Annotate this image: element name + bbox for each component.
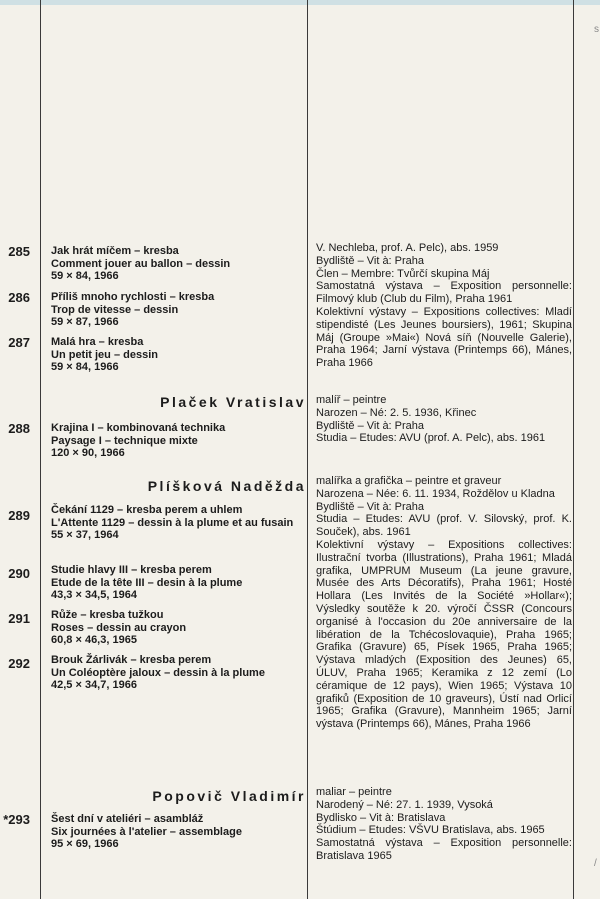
edge-mark-bottom: / [594,858,597,869]
catalogue-number: *293 [3,812,30,827]
artist-biography [316,786,572,863]
bio-line: Kolektivní výstavy – Expositions collectives: Mladí stipendisté (Les Jeunes boursiers), 1961; Skupina Máj (Groupe »Mai«) Nová síň (Nouvelle Galerie), Praha 1964; Jarní výstava (Printemps 66), Mánes, Praha 1966 [316,305,572,370]
dimensions: 59 × 84, 1966 [51,361,119,373]
column-rule-left [40,0,41,899]
title-french: Un Coléoptère jaloux – dessin à la plume [51,666,265,679]
title-czech: Krajina I – kombinovaná technika [51,422,226,434]
catalogue-entry [51,422,306,460]
artist-biography [316,242,572,370]
bio-line: Štúdium – Etudes: VŠVU Bratislava, abs. 1965 [316,824,545,837]
title-french: Un petit jeu – dessin [51,348,158,361]
title-czech: Příliš mnoho rychlosti – kresba [51,291,215,303]
bio-line: Samostatná výstava – Exposition personnelle: Bratislava 1965 [316,837,572,862]
bio-line: maliar – peintre [316,786,392,798]
title-czech: Jak hrát míčem – kresba [51,245,179,257]
catalogue-number: 288 [8,421,30,436]
dimensions: 59 × 87, 1966 [51,316,119,328]
bio-line: Bydliště – Vit à: Praha [316,500,425,513]
dimensions: 42,5 × 34,7, 1966 [51,679,137,691]
bio-line: Narodený – Né: 27. 1. 1939, Vysoká [316,798,493,811]
catalogue-number: 290 [8,566,30,581]
catalogue-entry [51,336,306,374]
bio-line: Narozen – Né: 2. 5. 1936, Křinec [316,406,477,419]
title-french: Comment jouer au ballon – dessin [51,257,231,270]
bio-line: Člen – Membre: Tvůrčí skupina Máj [316,267,490,280]
catalogue-entry [51,609,306,647]
artist-name: Popovič Vladimír [152,788,306,804]
title-czech: Růže – kresba tužkou [51,609,164,621]
catalogue-entry [51,291,306,329]
column-rule-middle [307,0,308,899]
dimensions: 43,3 × 34,5, 1964 [51,589,137,601]
bio-line: Samostatná výstava – Exposition personnelle: Filmový klub (Club du Film), Praha 1961 [316,280,572,306]
dimensions: 120 × 90, 1966 [51,447,125,459]
title-czech: Čekání 1129 – kresba perem a uhlem [51,504,243,516]
dimensions: 59 × 84, 1966 [51,270,119,282]
title-czech: Malá hra – kresba [51,336,144,348]
bio-line: Kolektivní výstavy – Expositions collectives: Ilustrační tvorba (Illustrations), Praha 1961; Mladá grafika, UMPRUM Museum (La jeune gravure, Musée des Arts Décoratifs), Praha 1961; Hosté Hollara (Les Invités de la Société »Hollar«); Výsledky soutěže k 20. výročí ČSSR (Concours organisé à l'occasion du 20e anniversaire de la libération de la Tchécoslovaquie), Praha 1965; Grafika (Gravure) 65, Písek 1965, Praha 1965; Výstava mladých (Exposition des Jeunes) 65, ÚLUV, Praha 1965; Keramika z 12 zemí (Lo céramique de 12 pays), Wien 1965; Výstava 10 grafiků (Exposition de 10 graveurs), Ústí nad Orlicí 1965; Grafika (Gravure), Mannheim 1965; Jarní výstava (Printemps 66), Mánes, Praha 1966 [316,538,572,731]
title-french: L'Attente 1129 – dessin à la plume et au fusain [51,516,294,529]
artist-name: Plíšková Naděžda [147,478,306,494]
bio-line: Studia – Etudes: AVU (prof. A. Pelc), abs. 1961 [316,432,546,445]
catalogue-entry [51,245,306,283]
catalogue-entry [51,564,306,602]
catalogue-number: 287 [8,335,30,350]
edge-mark-top: s [594,24,599,35]
artist-name: Plaček Vratislav [160,394,306,410]
dimensions: 55 × 37, 1964 [51,529,119,541]
title-french: Paysage I – technique mixte [51,434,198,447]
column-rule-right [573,0,574,899]
bio-line: Bydliště – Vit à: Praha [316,419,425,432]
title-french: Etude de la tête III – desin à la plume [51,576,243,589]
dimensions: 95 × 69, 1966 [51,838,119,850]
catalogue-entry [51,654,306,692]
bio-line: Bydliště – Vit à: Praha [316,254,425,267]
artist-biography [316,475,572,731]
bio-line: Narozena – Née: 6. 11. 1934, Roždělov u Kladna [316,487,555,500]
artist-biography [316,394,572,445]
title-czech: Šest dní v ateliéri – asambláž [51,813,204,825]
catalogue-entry [51,504,306,542]
title-czech: Studie hlavy III – kresba perem [51,564,212,576]
bio-line: malířka a grafička – peintre et graveur [316,475,502,487]
bio-line: Studia – Etudes: AVU (prof. V. Silovský, prof. K. Souček), abs. 1961 [316,513,572,539]
catalogue-number: 286 [8,290,30,305]
catalogue-number: 291 [8,611,30,626]
bio-line: malíř – peintre [316,394,387,406]
catalogue-entry [51,813,306,851]
catalogue-number: 285 [8,244,30,259]
bio-line: Bydlisko – Vit à: Bratislava [316,811,446,824]
title-french: Trop de vitesse – dessin [51,303,179,316]
title-french: Roses – dessin au crayon [51,621,187,634]
catalogue-number: 289 [8,508,30,523]
bio-line: V. Nechleba, prof. A. Pelc), abs. 1959 [316,242,499,254]
title-czech: Brouk Žárlivák – kresba perem [51,654,212,666]
top-color-strip [0,0,600,5]
catalogue-number: 292 [8,656,30,671]
title-french: Six journées à l'atelier – assemblage [51,825,242,838]
dimensions: 60,8 × 46,3, 1965 [51,634,137,646]
